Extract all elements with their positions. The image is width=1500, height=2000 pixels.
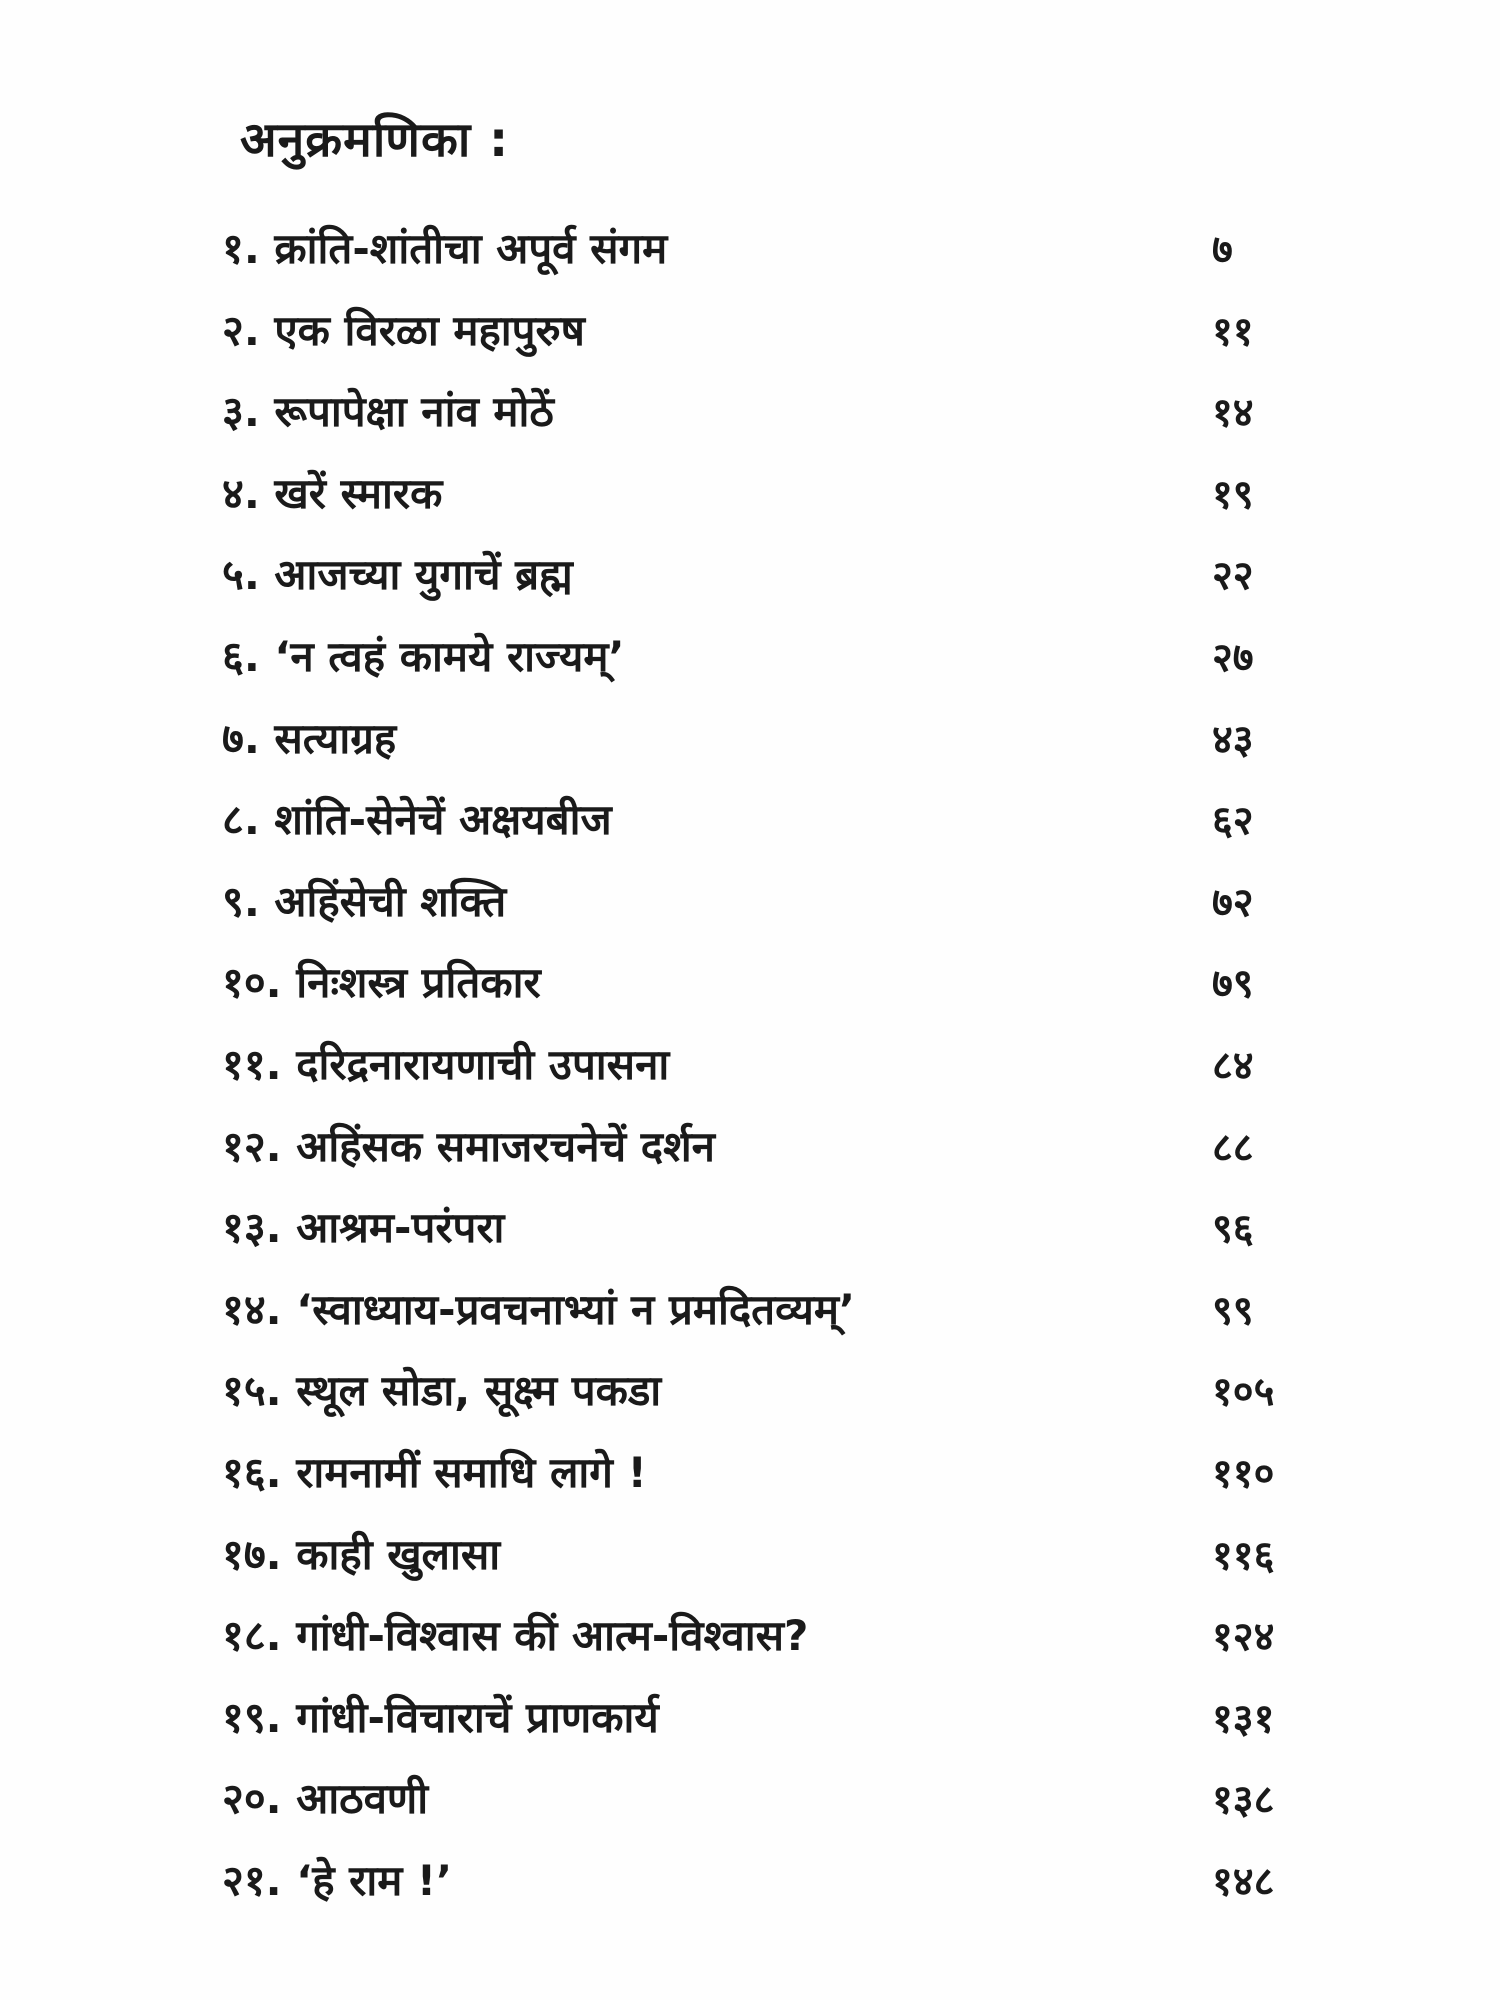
toc-entry-page: १२४: [1212, 1614, 1275, 1661]
toc-entry-title: १५. स्थूल सोडा, सूक्ष्म पकडा: [222, 1366, 662, 1416]
toc-entry-page: ९९: [1212, 1287, 1254, 1334]
toc-entry: [222, 1366, 1332, 1448]
toc-entry-page: ७: [1212, 227, 1233, 273]
toc-entry-title: १६. रामनामीं समाधि लागे !: [222, 1447, 647, 1497]
toc-entry-page: २२: [1212, 553, 1254, 600]
toc-entry: [222, 1448, 1332, 1530]
toc-entry-title: ४. खरें स्मारक: [222, 468, 443, 518]
toc-entry: [222, 877, 1332, 959]
toc-entry: [222, 1774, 1332, 1856]
toc-heading: अनुक्रमणिका :: [240, 112, 510, 168]
toc-entry: [222, 469, 1332, 551]
toc-entry: [222, 550, 1332, 632]
toc-entry-title: १७. काही खुलासा: [222, 1529, 501, 1579]
toc-entry-title: ७. सत्याग्रह: [222, 713, 397, 763]
toc-entry: [222, 1122, 1332, 1204]
toc-entry-page: ८८: [1212, 1124, 1254, 1171]
toc-entry-title: १०. निःशस्त्र प्रतिकार: [222, 958, 541, 1008]
toc-entry-title: ९. अहिंसेची शक्ति: [222, 876, 507, 926]
toc-entry-title: ५. आजच्या युगाचें ब्रह्म: [222, 550, 573, 600]
toc-entry-page: १४८: [1212, 1858, 1275, 1905]
toc-entry-title: १४. ‘स्वाध्याय-प्रवचनाभ्यां न प्रमदितव्यम्’: [222, 1284, 855, 1334]
toc-entry: [222, 1040, 1332, 1122]
toc-entry-title: १२. अहिंसक समाजरचनेचें दर्शन: [222, 1121, 715, 1171]
toc-entry-page: ७९: [1212, 961, 1254, 1008]
toc-entry-title: ६. ‘न त्वहं कामये राज्यम्’: [222, 631, 625, 681]
toc-entry-page: १३१: [1212, 1695, 1275, 1742]
toc-entry-page: १०५: [1212, 1369, 1275, 1416]
toc-entry-title: ८. शांति-सेनेचें अक्षयबीज: [222, 795, 612, 845]
toc-entry-title: ११. दरिद्रनारायणाची उपासना: [222, 1039, 670, 1089]
toc-entry: [222, 1856, 1332, 1938]
toc-entry-page: ८४: [1212, 1042, 1254, 1089]
toc-entry-title: १९. गांधी-विचाराचें प्राणकार्य: [222, 1692, 659, 1742]
toc-entry-title: १३. आश्रम-परंपरा: [222, 1203, 505, 1253]
toc-entry-title: १. क्रांति-शांतीचा अपूर्व संगम: [222, 224, 668, 273]
toc-entry-title: १८. गांधी-विश्वास कीं आत्म-विश्वास?: [222, 1611, 809, 1661]
toc-entry: [222, 1530, 1332, 1612]
toc-entry-title: २०. आठवणी: [222, 1774, 429, 1824]
table-of-contents: [222, 224, 1332, 1937]
toc-entry-page: १४: [1212, 390, 1254, 437]
toc-entry-title: २१. ‘हे राम !’: [222, 1855, 453, 1905]
toc-entry: [222, 1285, 1332, 1367]
toc-entry-page: ११६: [1212, 1532, 1275, 1579]
toc-entry-page: ९६: [1212, 1206, 1254, 1253]
toc-entry: [222, 387, 1332, 469]
toc-entry: [222, 1203, 1332, 1285]
toc-entry: [222, 224, 1332, 306]
toc-entry-title: २. एक विरळा महापुरुष: [222, 305, 585, 355]
toc-entry: [222, 795, 1332, 877]
toc-entry-page: ६२: [1212, 798, 1254, 845]
toc-entry: [222, 632, 1332, 714]
toc-entry-page: ११०: [1212, 1450, 1275, 1497]
toc-entry: [222, 714, 1332, 796]
toc-entry-page: २७: [1212, 634, 1254, 681]
toc-entry-page: ४३: [1212, 716, 1254, 763]
toc-entry-page: १३८: [1212, 1777, 1275, 1824]
toc-entry: [222, 958, 1332, 1040]
toc-entry: [222, 306, 1332, 388]
toc-entry-page: ११: [1212, 308, 1254, 355]
toc-entry: [222, 1693, 1332, 1775]
toc-entry-title: ३. रूपापेक्षा नांव मोठें: [222, 387, 554, 437]
toc-entry: [222, 1611, 1332, 1693]
toc-entry-page: ७२: [1212, 879, 1254, 926]
toc-entry-page: १९: [1212, 471, 1254, 518]
